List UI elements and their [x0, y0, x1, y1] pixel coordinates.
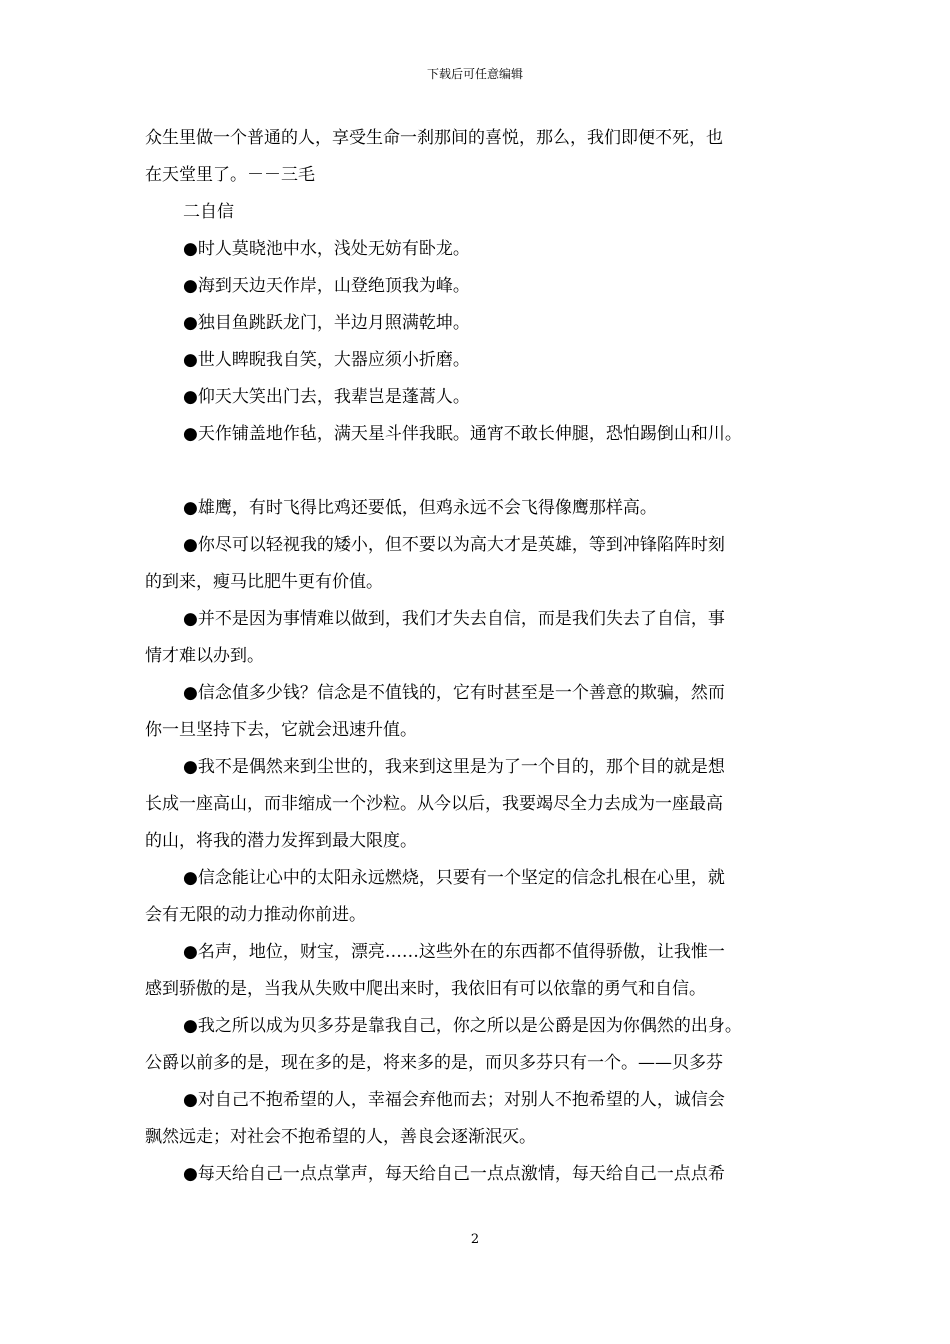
text-line: 公爵以前多的是，现在多的是，将来多的是，而贝多芬只有一个。——贝多芬: [145, 1053, 723, 1073]
section-heading: 二自信: [183, 202, 234, 222]
quote-line: ●雄鹰，有时飞得比鸡还要低，但鸡永远不会飞得像鹰那样高。: [183, 498, 657, 518]
quote-line: ●世人睥睨我自笑，大器应须小折磨。: [183, 350, 470, 370]
quote-line: ●信念能让心中的太阳永远燃烧，只要有一个坚定的信念扎根在心里，就: [183, 868, 725, 888]
text-line: 你一旦坚持下去，它就会迅速升值。: [145, 720, 417, 740]
quote-line: ●我不是偶然来到尘世的，我来到这里是为了一个目的，那个目的就是想: [183, 757, 725, 777]
page-header: 下载后可任意编辑: [426, 67, 523, 81]
quote-line: ●信念值多少钱？信念是不值钱的，它有时甚至是一个善意的欺骗，然而: [183, 683, 725, 703]
text-line: 在天堂里了。－－三毛: [145, 165, 315, 185]
quote-line: ●你尽可以轻视我的矮小，但不要以为高大才是英雄，等到冲锋陷阵时刻: [183, 535, 725, 555]
text-line: 飘然远走；对社会不抱希望的人，善良会逐渐泯灭。: [145, 1127, 536, 1147]
text-line: 情才难以办到。: [145, 646, 264, 666]
text-line: 会有无限的动力推动你前进。: [145, 905, 366, 925]
quote-line: ●天作铺盖地作毡，满天星斗伴我眠。通宵不敢长伸腿，恐怕踢倒山和川。: [183, 424, 742, 444]
text-line: 长成一座高山，而非缩成一个沙粒。从今以后，我要竭尽全力去成为一座最高: [145, 794, 723, 814]
text-line: 的山，将我的潜力发挥到最大限度。: [145, 831, 417, 851]
quote-line: ●独目鱼跳跃龙门，半边月照满乾坤。: [183, 313, 470, 333]
quote-line: ●并不是因为事情难以做到，我们才失去自信，而是我们失去了自信，事: [183, 609, 725, 629]
quote-line: ●名声，地位，财宝，漂亮……这些外在的东西都不值得骄傲，让我惟一: [183, 942, 725, 962]
quote-line: ●仰天大笑出门去，我辈岂是蓬蒿人。: [183, 387, 470, 407]
quote-line: ●对自己不抱希望的人，幸福会弃他而去；对别人不抱希望的人，诚信会: [183, 1090, 725, 1110]
page-number: 2: [470, 1232, 480, 1247]
blank-line: [145, 453, 810, 490]
quote-line: ●每天给自己一点点掌声，每天给自己一点点激情，每天给自己一点点希: [183, 1164, 725, 1184]
text-line: 感到骄傲的是，当我从失败中爬出来时，我依旧有可以依靠的勇气和自信。: [145, 979, 706, 999]
text-line: 众生里做一个普通的人，享受生命一刹那间的喜悦，那么，我们即便不死，也: [145, 128, 723, 148]
quote-line: ●时人莫晓池中水，浅处无妨有卧龙。: [183, 239, 470, 259]
document-body: [145, 120, 810, 1193]
quote-line: ●海到天边天作岸，山登绝顶我为峰。: [183, 276, 470, 296]
quote-line: ●我之所以成为贝多芬是靠我自己，你之所以是公爵是因为你偶然的出身。: [183, 1016, 742, 1036]
text-line: 的到来，瘦马比肥牛更有价值。: [145, 572, 383, 592]
